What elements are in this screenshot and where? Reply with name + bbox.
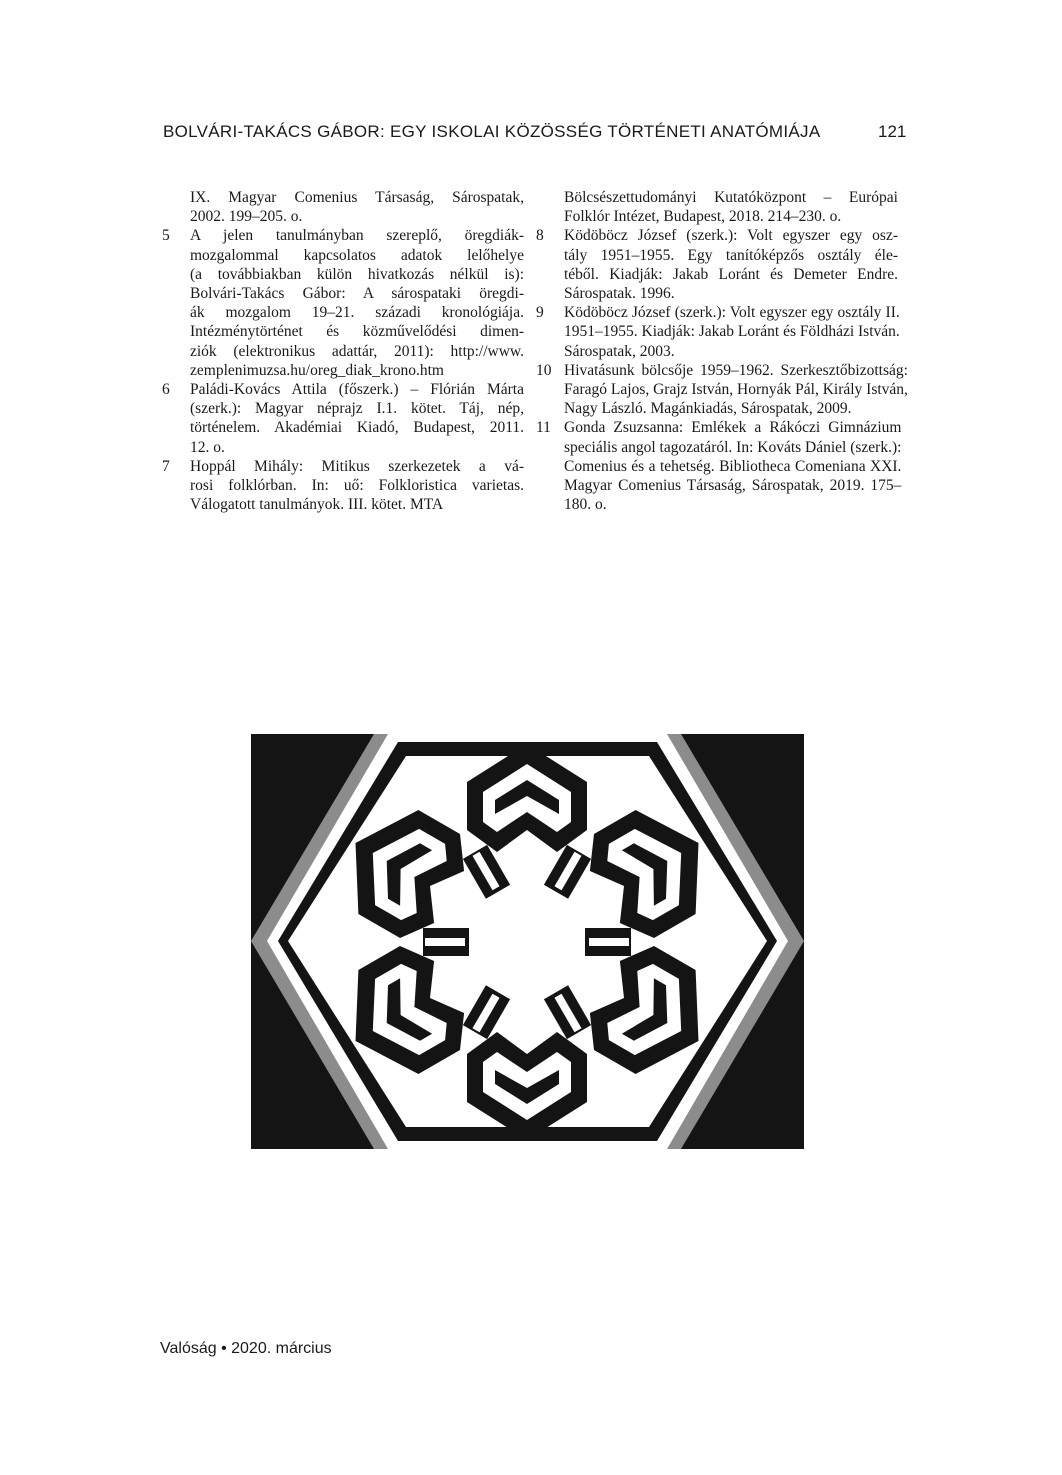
footnote	[536, 361, 908, 419]
footnote-line: zemplenimuzsa.hu/oreg_diak_krono.htm	[190, 361, 444, 379]
footnote-line: Folklór Intézet, Budapest, 2018. 214–230. o.	[564, 208, 842, 226]
footnote-line: Comenius és a tehetség. Bibliotheca Comeniana XXI.	[564, 457, 902, 475]
footnote-line: rosi folklórban. In: uő: Folkloristica varietas.	[190, 477, 524, 495]
footnote-line: 12. o.	[190, 438, 225, 456]
footnote-number: 7	[162, 457, 170, 475]
footnote-number: 11	[536, 419, 551, 437]
footnote-number: 8	[536, 227, 544, 245]
footnote-line: Válogatott tanulmányok. III. kötet. MTA	[190, 496, 444, 514]
footnote-line: (szerk.): Magyar néprajz I.1. kötet. Táj, nép,	[190, 400, 524, 418]
footnote-line: Gonda Zsuzsanna: Emlékek a Rákóczi Gimnázium	[564, 419, 902, 437]
knot-strap-gap	[589, 938, 629, 946]
footnote-number: 5	[162, 227, 170, 245]
footnote-line: speciális angol tagozatáról. In: Kováts Dániel (szerk.):	[564, 438, 902, 456]
footnote	[162, 380, 524, 457]
footnote-line: Sárospatak, 2003.	[564, 342, 675, 360]
footnotes-column-left	[162, 188, 524, 514]
footnote-text	[190, 380, 524, 457]
footnote-line: ziók (elektronikus adattár, 2011): http://www.	[190, 342, 524, 360]
footnote-line: tály 1951–1955. Egy tanítóképzős osztály éle-	[564, 246, 898, 264]
footnote-line: történelem. Akadémiai Kiadó, Budapest, 2011.	[190, 419, 524, 437]
footnote-line: Paládi-Kovács Attila (főszerk.) – Flórián Márta	[190, 381, 524, 399]
footnote-number	[536, 188, 564, 226]
interlaced-knot-emblem-icon	[251, 734, 804, 1149]
footnote	[162, 226, 524, 380]
footnote-line: mozgalommal kapcsolatos adatok lelőhelye	[190, 246, 524, 264]
page-number: 121	[878, 122, 907, 141]
footnote-number: 9	[536, 304, 544, 322]
footnote-line: A jelen tanulmányban szereplő, öregdiák-	[190, 227, 524, 245]
footnote-line: (a továbbiakban külön hivatkozás nélkül is):	[190, 265, 524, 283]
footnote-text	[190, 457, 524, 515]
footnote-text	[190, 188, 524, 226]
running-header-title: BOLVÁRI-TAKÁCS GÁBOR: EGY ISKOLAI KÖZÖSSÉG TÖRTÉNETI ANATÓMIÁJA	[163, 122, 821, 141]
footnote-line: Nagy László. Magánkiadás, Sárospatak, 2009.	[564, 400, 852, 418]
footnote-line: Hoppál Mihály: Mitikus szerkezetek a vá-	[190, 457, 524, 475]
footnote-text	[564, 303, 900, 361]
footnote-number	[162, 188, 190, 226]
knot-strap-gap	[425, 938, 465, 946]
footnote-text	[564, 188, 898, 226]
footnote-text	[564, 418, 901, 514]
footnote-line: Sárospatak. 1996.	[564, 285, 675, 303]
footnote-number: 10	[536, 361, 552, 379]
footnote-line: Faragó Lajos, Grajz István, Hornyák Pál, Király István,	[564, 381, 908, 399]
footnote-line: téből. Kiadják: Jakab Loránt és Demeter Endre.	[564, 265, 898, 283]
footnote-text	[190, 226, 524, 380]
footnote	[536, 188, 898, 226]
footnote-text	[564, 226, 898, 303]
footnote-text	[564, 361, 908, 419]
footnote	[536, 226, 898, 303]
footnote-line: Hivatásunk bölcsője 1959–1962. Szerkesztőbizottság:	[564, 361, 908, 379]
footnote-line: Intézménytörténet és közművelődési dimen-	[190, 323, 524, 341]
footnote-line: ák mozgalom 19–21. századi kronológiája.	[190, 304, 524, 322]
footnote-line: Ködöböcz József (szerk.): Volt egyszer egy osz-	[564, 227, 898, 245]
footnote-line: 1951–1955. Kiadják: Jakab Loránt és Földházi István.	[564, 323, 900, 341]
footnote-line: Bölcsészettudományi Kutatóközpont – Európai	[564, 189, 898, 206]
footer-publication-info: Valóság • 2020. március	[160, 1340, 332, 1357]
footnote-line: Bolvári-Takács Gábor: A sárospataki öregdi-	[190, 285, 524, 303]
footnote-line: Magyar Comenius Társaság, Sárospatak, 2019. 175–	[564, 477, 902, 495]
footnote-line: 2002. 199–205. o.	[190, 208, 303, 226]
footnote	[536, 418, 902, 514]
footnote	[162, 188, 524, 226]
footnotes-column-right	[536, 188, 908, 514]
footnote	[536, 303, 898, 361]
footnote-line: 180. o.	[564, 496, 607, 514]
footnote-line: Ködöböcz József (szerk.): Volt egyszer egy osztály II.	[564, 304, 900, 322]
footnote	[162, 457, 524, 515]
footnote-line: IX. Magyar Comenius Társaság, Sárospatak,	[190, 189, 524, 206]
knot-emblem-figure	[251, 734, 804, 1149]
footnote-number: 6	[162, 381, 170, 399]
